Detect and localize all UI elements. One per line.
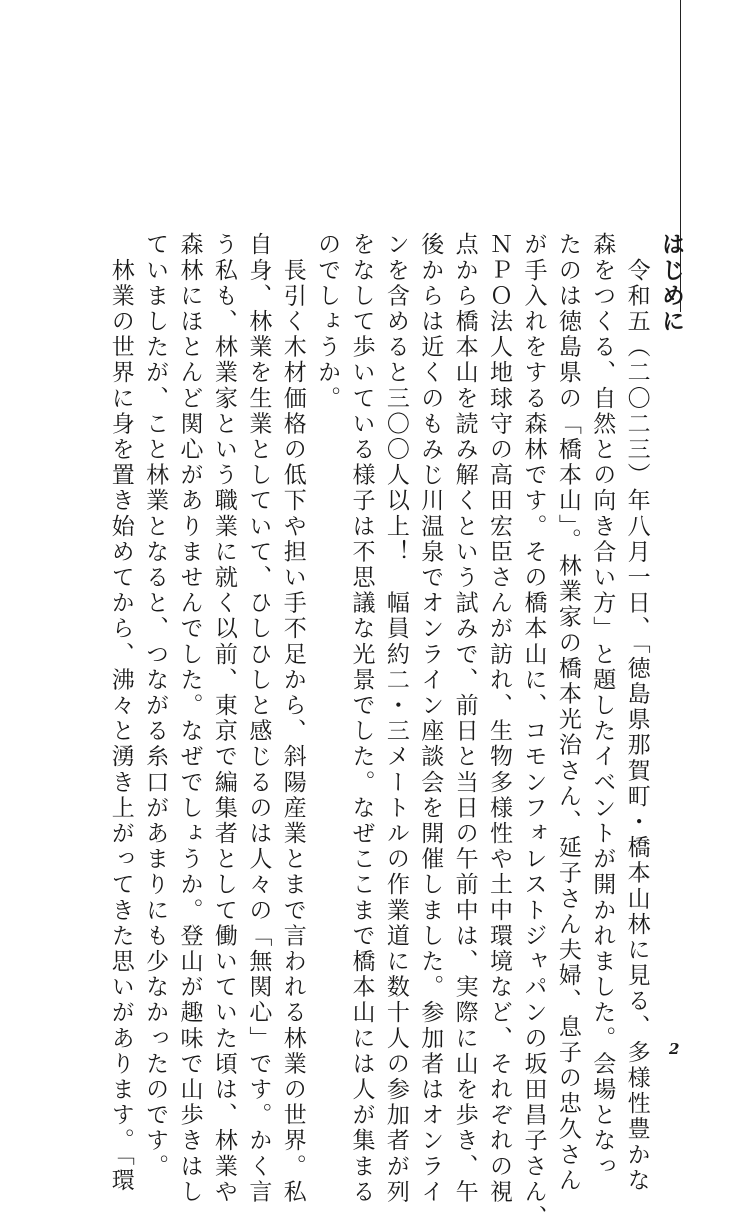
body-column-7: 後からは近くのもみじ川温泉でオンライン座談会を開催しました。参加者はオンライ (417, 232, 444, 1205)
text-columns (109, 232, 683, 1230)
body-column-13: う私も、林業家という職業に就く以前、東京で編集者として働いていた頃は、林業や (210, 232, 237, 1205)
page-number: 2 (669, 1040, 680, 1058)
body-column-15: ていましたが、こと林業となると、つながる糸口があまりにも少なかったのです。 (142, 232, 169, 1180)
body-column-11: 長引く木材価格の低下や担い手不足から、斜陽産業とまで言われる林業の世界。私 (279, 232, 306, 1205)
body-column-5: ＮＰＯ法人地球守の高田宏臣さんが訪れ、生物多様性や土中環境など、それぞれの視 (486, 232, 513, 1205)
body-column-14: 森林にほとんど関心がありませんでした。なぜでしょうか。登山が趣味で山歩きはし (176, 232, 203, 1205)
section-title: はじめに (658, 232, 684, 335)
body-column-9: をなして歩いている様子は不思議な光景でした。なぜここまで橋本山には人が集まる (348, 232, 375, 1205)
body-column-12: 自身、林業を生業としていて、ひしひしと感じるのは人々の「無関心」です。かく言 (245, 232, 272, 1205)
body-column-4: が手入れをする森林です。その橋本山に、コモンフォレストジャパンの坂田昌子さん、 (520, 232, 547, 1230)
body-column-3: たのは徳島県の「橋本山」。林業家の橋本光治さん、延子さん夫婦、息子の忠久さん (554, 232, 581, 1194)
body-column-2: 森をつくる、自然との向き合い方」と題したイベントが開かれました。会場となっ (589, 232, 616, 1180)
body-column-10: のでしょうか。 (314, 232, 341, 412)
body-column-6: 点から橋本山を読み解くという試みで、前日と当日の午前中は、実際に山を歩き、午 (451, 232, 478, 1205)
body-column-1: 令和五（二〇二三）年八月一日、「徳島県那賀町・橋本山林に見る、多様性豊かな (623, 232, 650, 1194)
body-column-16: 林業の世界に身を置き始めてから、沸々と湧き上がってきた思いがあります。「環 (107, 232, 134, 1194)
body-column-8: ンを含めると三〇〇人以上！ 幅員約二・三メートルの作業道に数十人の参加者が列 (382, 232, 409, 1205)
